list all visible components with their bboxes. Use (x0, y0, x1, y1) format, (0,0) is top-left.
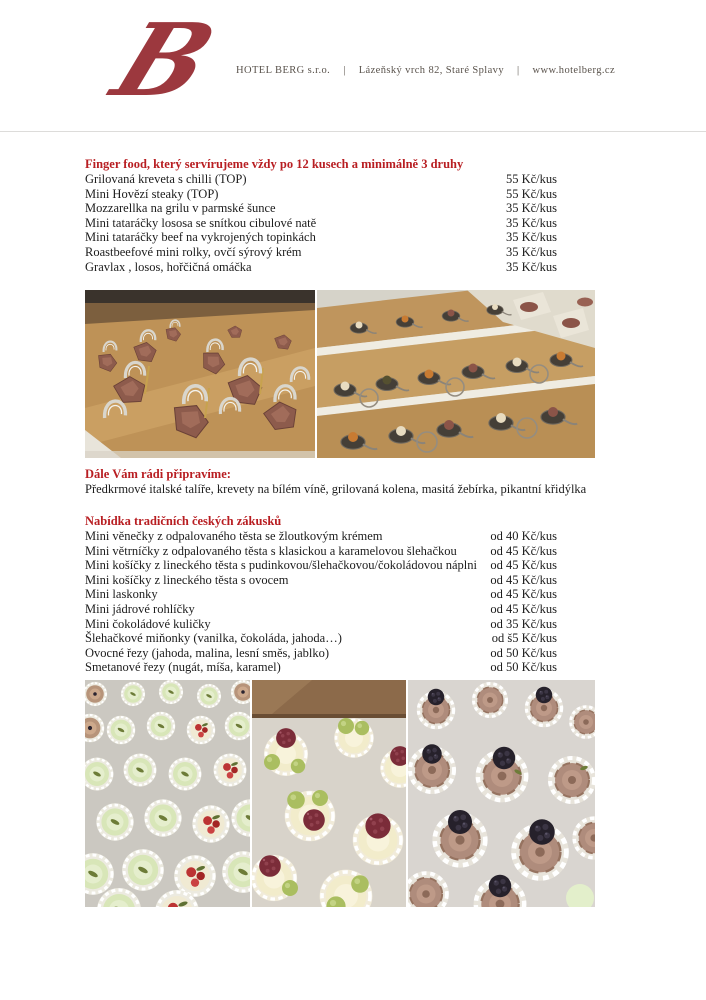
menu-item-row (85, 245, 557, 260)
menu-item-price: od 45 Kč/kus (490, 572, 557, 587)
separator: | (343, 65, 346, 76)
company-name: HOTEL BERG s.r.o. (236, 65, 331, 76)
menu-item-name: Ovocné řezy (jahoda, malina, lesní směs, jablko) (85, 645, 330, 660)
menu-item-name: Mozzarellka na grilu v parmské šunce (85, 201, 276, 216)
menu-item-price: 35 Kč/kus (505, 230, 557, 245)
prepare-section (85, 467, 645, 497)
menu-item-row (85, 646, 557, 661)
menu-item-row (85, 631, 557, 646)
dessert-photos (85, 680, 595, 907)
menu-item-price: 55 Kč/kus (505, 172, 557, 186)
menu-item-name: Mini košíčky z lineckého těsta s pudinkovou/šlehačkovou/čokoládovou náplni (85, 558, 477, 573)
menu-item-row (85, 216, 557, 231)
finger-food-photos (85, 290, 595, 458)
menu-item-name: Mini laskonky (85, 587, 158, 602)
menu-item-row (85, 260, 557, 275)
menu-item-name: Mini jádrové rohlíčky (85, 601, 195, 616)
finger-food-section (85, 157, 557, 274)
menu-item-name: Mini větrníčky z odpalovaného těsta s klasickou a karamelovou šlehačkou (85, 543, 457, 558)
menu-item-row (85, 558, 557, 573)
menu-item-row (85, 660, 557, 675)
menu-item-row (85, 529, 557, 544)
menu-item-row (85, 230, 557, 245)
menu-item-name: Mini čokoládové kuličky (85, 616, 211, 631)
menu-item-price: od 35 Kč/kus (490, 616, 557, 631)
header-divider (0, 131, 706, 132)
photo-pistachio-tartlets (85, 680, 250, 907)
menu-item-row (85, 587, 557, 602)
menu-item-row (85, 201, 557, 216)
menu-item-price: od 50 Kč/kus (490, 645, 557, 660)
menu-item-name: Šlehačkové miňonky (vanilka, čokoláda, jahoda…) (85, 631, 342, 646)
menu-item-name: Smetanové řezy (nugát, míša, karamel) (85, 660, 281, 675)
menu-item-name: Gravlax , losos, hořčičná omáčka (85, 259, 252, 274)
menu-item-name: Mini věnečky z odpalovaného těsta se žloutkovým krémem (85, 529, 383, 543)
menu-item-price: od 45 Kč/kus (490, 558, 557, 573)
photo-canapes-prosciutto-hooks (85, 290, 315, 458)
photo-blackberry-mocha-tartlets (408, 680, 595, 907)
menu-item-row (85, 617, 557, 632)
menu-item-row (85, 544, 557, 559)
prepare-text: Předkrmové italské talíře, krevety na bílém víně, grilovaná kolena, masitá žebírka, pikantní křidýlka (85, 482, 587, 496)
menu-item-price: od 45 Kč/kus (490, 601, 557, 616)
header-contact-line (236, 65, 615, 76)
hotel-berg-logo: B (98, 1, 231, 119)
menu-item-price: 35 Kč/kus (505, 244, 557, 259)
menu-item-price: od 45 Kč/kus (490, 543, 557, 558)
finger-food-heading: Finger food, který servírujeme vždy po 12 kusech a minimálně 3 druhy (85, 157, 464, 171)
desserts-section (85, 514, 557, 675)
desserts-heading: Nabídka tradičních českých zákusků (85, 514, 282, 528)
photo-raspberry-grape-tartlets (252, 680, 406, 907)
company-website: www.hotelberg.cz (532, 65, 615, 76)
company-address: Lázeňský vrch 82, Staré Splavy (358, 65, 504, 76)
menu-item-name: Mini Hovězí steaky (TOP) (85, 186, 219, 201)
photo-canape-spoons-boards (317, 290, 595, 458)
menu-item-price: 35 Kč/kus (505, 215, 557, 230)
menu-item-price: 35 Kč/kus (505, 259, 557, 274)
separator: | (516, 65, 520, 76)
menu-item-row (85, 573, 557, 588)
menu-item-price: od š5 Kč/kus (491, 631, 557, 646)
menu-item-name: Roastbeefové mini rolky, ovčí sýrový krém (85, 244, 302, 259)
menu-item-name: Grilovaná kreveta s chilli (TOP) (85, 172, 247, 186)
menu-item-name: Mini tataráčky beef na vykrojených topinkách (85, 230, 316, 245)
menu-item-price: 35 Kč/kus (505, 201, 557, 216)
menu-item-price: od 40 Kč/kus (490, 529, 557, 543)
menu-item-price: od 50 Kč/kus (490, 660, 557, 675)
menu-item-row (85, 602, 557, 617)
menu-item-price: od 45 Kč/kus (490, 587, 557, 602)
menu-item-name: Mini tataráčky lososa se snítkou cibulové natě (85, 215, 317, 230)
menu-item-name: Mini košíčky z lineckého těsta s ovocem (85, 572, 289, 587)
menu-item-row (85, 172, 557, 187)
menu-item-row (85, 187, 557, 202)
prepare-heading: Dále Vám rádi připravíme: (85, 467, 231, 481)
menu-item-price: 55 Kč/kus (505, 186, 557, 201)
